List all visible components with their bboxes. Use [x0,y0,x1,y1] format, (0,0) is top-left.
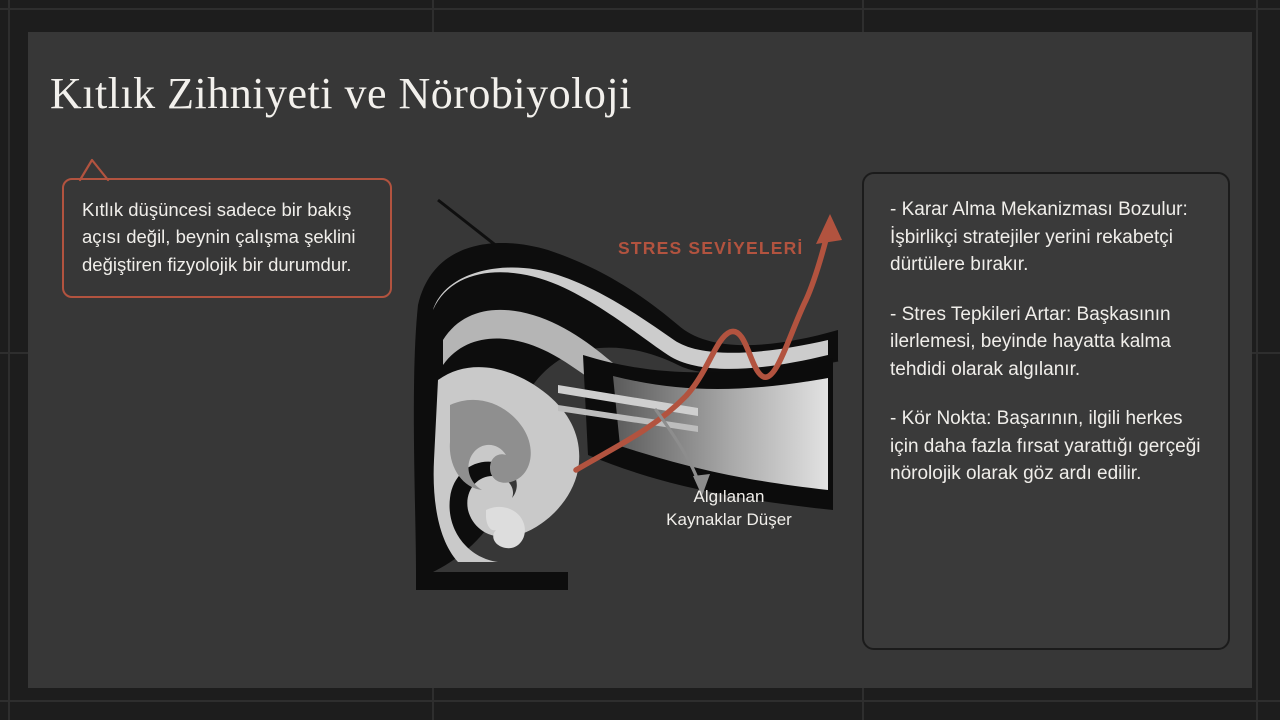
page-title: Kıtlık Zihniyeti ve Nörobiyoloji [50,69,632,118]
rising-stress-arrowhead [816,214,842,244]
perceived-resources-label: Algılanan Kaynaklar Düşer [666,487,792,529]
key-point-stress-response: - Stres Tepkileri Artar: Başkasının ilerlemesi, beyinde hayatta kalma tehdidi olarak algılanır. [890,303,1171,380]
decor-grid-line [0,8,1280,10]
key-point-blind-spot: - Kör Nokta: Başarının, ilgili herkes için daha fazla fırsat yarattığı gerçeği nörolojik olarak göz ardı edilir. [890,408,1201,485]
callout-box [62,178,392,298]
key-points-box [862,172,1230,650]
key-point-decision-making: - Karar Alma Mekanizması Bozulur: İşbirlikçi stratejiler yerini rekabetçi dürtülere bırakır. [890,199,1188,276]
decor-grid-line [8,0,10,720]
decor-grid-line [0,700,1280,702]
stress-level-label: STRES SEVİYELERİ [618,238,804,258]
callout-text: Kıtlık düşüncesi sadece bir bakış açısı değil, beynin çalışma şeklini değiştiren fizyolojik bir durumdur. [82,199,356,275]
decor-grid-line [1256,0,1258,720]
